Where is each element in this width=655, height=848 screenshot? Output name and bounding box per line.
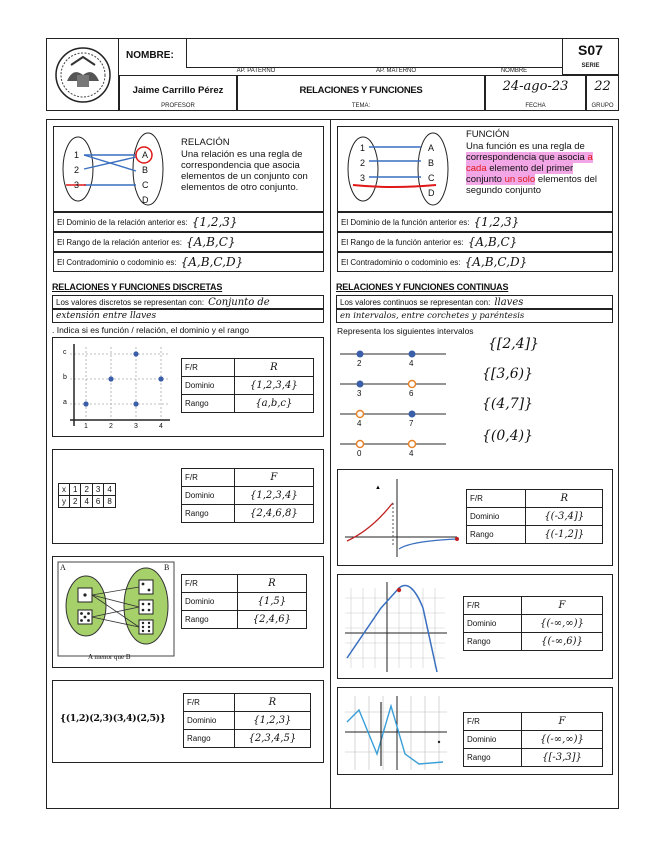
funcion-b4: D [428, 188, 435, 198]
funcion-def-2: correspondencia que asocia [466, 152, 588, 163]
nombre-label: NOMBRE: [126, 50, 174, 61]
ex7-rango-value[interactable]: {[-3,3]} [522, 749, 603, 767]
ex1-ytick-b: b [63, 374, 67, 381]
relacion-definition: Una relación es una regla de correspondencia que asocia elementos de un conjunto con elementos de otro conjunto. [181, 149, 308, 193]
relacion-codominio-value[interactable]: {A,B,C,D} [180, 255, 244, 269]
relacion-dominio-value[interactable]: {1,2,3} [191, 215, 238, 229]
ex5-fr-label: F/R [467, 490, 526, 508]
ex2-answer-table [181, 468, 314, 523]
relacion-b4: D [142, 195, 149, 205]
ex1-xtick-3: 3 [134, 423, 138, 430]
discretas-title: RELACIONES Y FUNCIONES DISCRETAS [52, 282, 223, 292]
ex2-fr-label: F/R [182, 469, 235, 487]
relacion-a2: 2 [74, 165, 80, 175]
ex5-rango-value[interactable]: {(-1,2]} [526, 526, 603, 544]
funcion-b2: B [428, 158, 435, 168]
ex2-x-0: x [59, 484, 70, 496]
ex4-fr-label: F/R [184, 694, 235, 712]
ex5-dominio-label: Dominio [467, 508, 526, 526]
ex3-fr-value[interactable]: R [237, 575, 306, 593]
unam-seal [46, 38, 119, 111]
continuas-instruction: Representa los siguientes intervalos [337, 326, 474, 336]
interval-4-answer[interactable]: {(0,4)} [482, 428, 534, 444]
nombre-small-label: NOMBRE [500, 68, 528, 74]
ex3-dice-diagram [56, 560, 176, 658]
funcion-dominio-label: El Dominio de la función anterior es: [341, 217, 470, 227]
column-divider [330, 119, 331, 809]
ex5-fr-value[interactable]: R [526, 490, 603, 508]
funcion-dominio-value[interactable]: {1,2,3} [473, 215, 520, 229]
ex3-dominio-value[interactable]: {1,5} [237, 593, 306, 611]
relacion-codominio-row [53, 252, 324, 272]
ex4-pairs: {(1,2)(2,3)(3,4)(2,5)} [60, 713, 166, 724]
continuas-prompt-row [336, 295, 613, 309]
ex1-fr-label: F/R [182, 359, 235, 377]
ex2-y-2: 4 [81, 496, 92, 508]
discretas-instruction: . Indica si es función / relación, el dominio y el rango [52, 325, 250, 335]
relacion-title: RELACIÓN [181, 137, 230, 148]
ex1-ytick-a: a [63, 399, 67, 406]
serie-label: SERIE [581, 63, 600, 69]
ex1-xtick-2: 2 [109, 423, 113, 430]
ex2-y-1: 2 [70, 496, 81, 508]
funcion-def-6: elementos del segundo conjunto [466, 174, 597, 196]
relacion-dominio-row [53, 212, 324, 232]
ex4-dominio-label: Dominio [184, 712, 235, 730]
relacion-codominio-label: El Contradominio o codominio es: [57, 257, 177, 267]
ex1-dominio-value[interactable]: {1,2,3,4} [234, 377, 313, 395]
interval-1-right: 4 [409, 359, 414, 368]
ex2-x-1: 1 [70, 484, 81, 496]
ex4-answer-table [183, 693, 311, 748]
relacion-a3: 3 [74, 180, 80, 190]
ex4-rango-value[interactable]: {2,3,4,5} [234, 730, 310, 748]
interval-4-right: 4 [409, 449, 414, 458]
ex3-label-b: B [164, 563, 170, 572]
discretas-prompt: Los valores discretos se representan con: [56, 297, 205, 307]
ex2-dominio-value[interactable]: {1,2,3,4} [234, 487, 313, 505]
ex2-x-2: 2 [81, 484, 92, 496]
ex2-y-4: 8 [104, 496, 115, 508]
funcion-codominio-label: El Contradominio o codominio es: [341, 257, 461, 267]
ex7-graph [341, 692, 451, 772]
funcion-title: FUNCIÓN [466, 129, 510, 140]
ex6-rango-label: Rango [464, 633, 522, 651]
continuas-prompt: Los valores continuos se representan con: [340, 297, 491, 307]
ex7-answer-table [463, 712, 603, 767]
ex2-x-4: 4 [104, 484, 115, 496]
interval-3-left: 4 [357, 419, 362, 428]
grupo-value: 22 [594, 79, 611, 94]
ex5-dominio-value[interactable]: {(-3,4]} [526, 508, 603, 526]
ex7-fr-value[interactable]: F [522, 713, 603, 731]
interval-1-left: 2 [357, 359, 362, 368]
interval-2-answer[interactable]: {[3,6)} [482, 366, 534, 382]
funcion-b1: A [428, 143, 435, 153]
relacion-a1: 1 [74, 150, 80, 160]
ex6-answer-table [463, 596, 603, 651]
ex2-xy-table [58, 483, 116, 508]
interval-3-answer[interactable]: {(4,7]} [482, 396, 534, 412]
funcion-def-3: a cada [466, 152, 593, 174]
ex3-answer-table [181, 574, 307, 629]
funcion-a2: 2 [360, 158, 366, 168]
relacion-rango-value[interactable]: {A,B,C} [185, 235, 236, 249]
profesor-name: Jaime Carrillo Pérez [132, 85, 224, 96]
ex3-rango-label: Rango [182, 611, 238, 629]
ex3-rango-value[interactable]: {2,4,6} [237, 611, 306, 629]
ex3-fr-label: F/R [182, 575, 238, 593]
funcion-dominio-row [337, 212, 613, 232]
ex7-dominio-value[interactable]: {(-∞,∞)} [522, 731, 603, 749]
ex3-label-a: A [60, 563, 66, 572]
tema-value: RELACIONES Y FUNCIONES [299, 85, 423, 96]
relacion-dominio-label: El Dominio de la relación anterior es: [57, 217, 188, 227]
relacion-b2: B [142, 165, 149, 175]
interval-1-answer[interactable]: {[2,4]} [488, 336, 540, 352]
interval-4-left: 0 [357, 449, 362, 458]
funcion-diagram [341, 129, 461, 209]
tema-label: TEMA: [351, 103, 371, 109]
ex3-dominio-label: Dominio [182, 593, 238, 611]
ex2-dominio-label: Dominio [182, 487, 235, 505]
continuas-title: RELACIONES Y FUNCIONES CONTINUAS [336, 282, 509, 292]
ex1-xtick-1: 1 [84, 423, 88, 430]
ex5-rango-label: Rango [467, 526, 526, 544]
ex7-fr-label: F/R [464, 713, 522, 731]
interval-2-right: 6 [409, 389, 414, 398]
ex2-rango-value[interactable]: {2,4,6,8} [234, 505, 313, 523]
funcion-rango-row [337, 232, 613, 252]
intervals-number-lines [338, 340, 448, 465]
funcion-def-1: Una función es una regla de [466, 141, 585, 152]
profesor-label: PROFESOR [161, 103, 195, 109]
svg-text:▲: ▲ [375, 485, 381, 491]
ex4-fr-value[interactable]: R [234, 694, 310, 712]
nombre-field[interactable] [186, 38, 562, 68]
ex1-scatter-plot [56, 342, 174, 434]
ex4-rango-label: Rango [184, 730, 235, 748]
ex2-fr-value[interactable]: F [234, 469, 313, 487]
ex2-rango-label: Rango [182, 505, 235, 523]
ex2-y-0: y [59, 496, 70, 508]
ex6-rango-value[interactable]: {(-∞,6)} [522, 633, 603, 651]
funcion-definition [466, 141, 609, 196]
discretas-prompt-row [52, 295, 324, 309]
ex1-rango-label: Rango [182, 395, 235, 413]
ex1-rango-value[interactable]: {a,b,c} [234, 395, 313, 413]
funcion-rango-label: El Rango de la función anterior es: [341, 237, 464, 247]
funcion-def-4: elemento del primer conjunto [466, 163, 574, 185]
ap-paterno-label: AP. PATERNO [236, 68, 276, 74]
funcion-rango-value[interactable]: {A,B,C} [467, 235, 518, 249]
funcion-codominio-value[interactable]: {A,B,C,D} [464, 255, 528, 269]
relacion-b1: A [142, 150, 149, 160]
interval-3-right: 7 [409, 419, 414, 428]
discretas-answer-row [52, 309, 324, 323]
continuas-answer-row [336, 309, 613, 323]
ex6-graph [341, 578, 451, 676]
interval-2-left: 3 [357, 389, 362, 398]
ex1-xtick-4: 4 [159, 423, 163, 430]
ex1-fr-value[interactable]: R [234, 359, 313, 377]
ex2-y-3: 6 [92, 496, 103, 508]
ex6-dominio-value[interactable]: {(-∞,∞)} [522, 615, 603, 633]
ex7-rango-label: Rango [464, 749, 522, 767]
funcion-b3: C [428, 173, 435, 183]
ex1-dominio-label: Dominio [182, 377, 235, 395]
ex2-x-3: 3 [92, 484, 103, 496]
ex6-dominio-label: Dominio [464, 615, 522, 633]
discretas-answer-1[interactable]: Conjunto de [208, 296, 270, 308]
fecha-label: FECHA [525, 103, 546, 109]
ex3-caption: A menor que B [88, 653, 131, 661]
funcion-a1: 1 [360, 143, 366, 153]
ex1-answer-table [181, 358, 314, 413]
continuas-answer-1[interactable]: llaves [494, 296, 524, 308]
ex6-fr-label: F/R [464, 597, 522, 615]
relacion-rango-label: El Rango de la relación anterior es: [57, 237, 182, 247]
ex6-fr-value[interactable]: F [522, 597, 603, 615]
ex5-graph [341, 475, 461, 561]
funcion-a3: 3 [360, 173, 366, 183]
ex5-answer-table [466, 489, 603, 544]
grupo-label: GRUPO [591, 103, 614, 109]
fecha-value: 24-ago-23 [502, 79, 569, 94]
serie-value: S07 [578, 42, 603, 58]
ex4-dominio-value[interactable]: {1,2,3} [234, 712, 310, 730]
ex1-ytick-c: c [63, 349, 67, 356]
ex7-dominio-label: Dominio [464, 731, 522, 749]
funcion-codominio-row [337, 252, 613, 272]
relacion-rango-row [53, 232, 324, 252]
funcion-def-5: un solo [504, 174, 536, 185]
continuas-answer-2[interactable]: en intervalos, entre corchetes y paréntesis [340, 311, 525, 321]
discretas-answer-2[interactable]: extensión entre llaves [56, 311, 157, 321]
relacion-b3: C [142, 180, 149, 190]
ap-materno-label: AP. MATERNO [375, 68, 417, 74]
